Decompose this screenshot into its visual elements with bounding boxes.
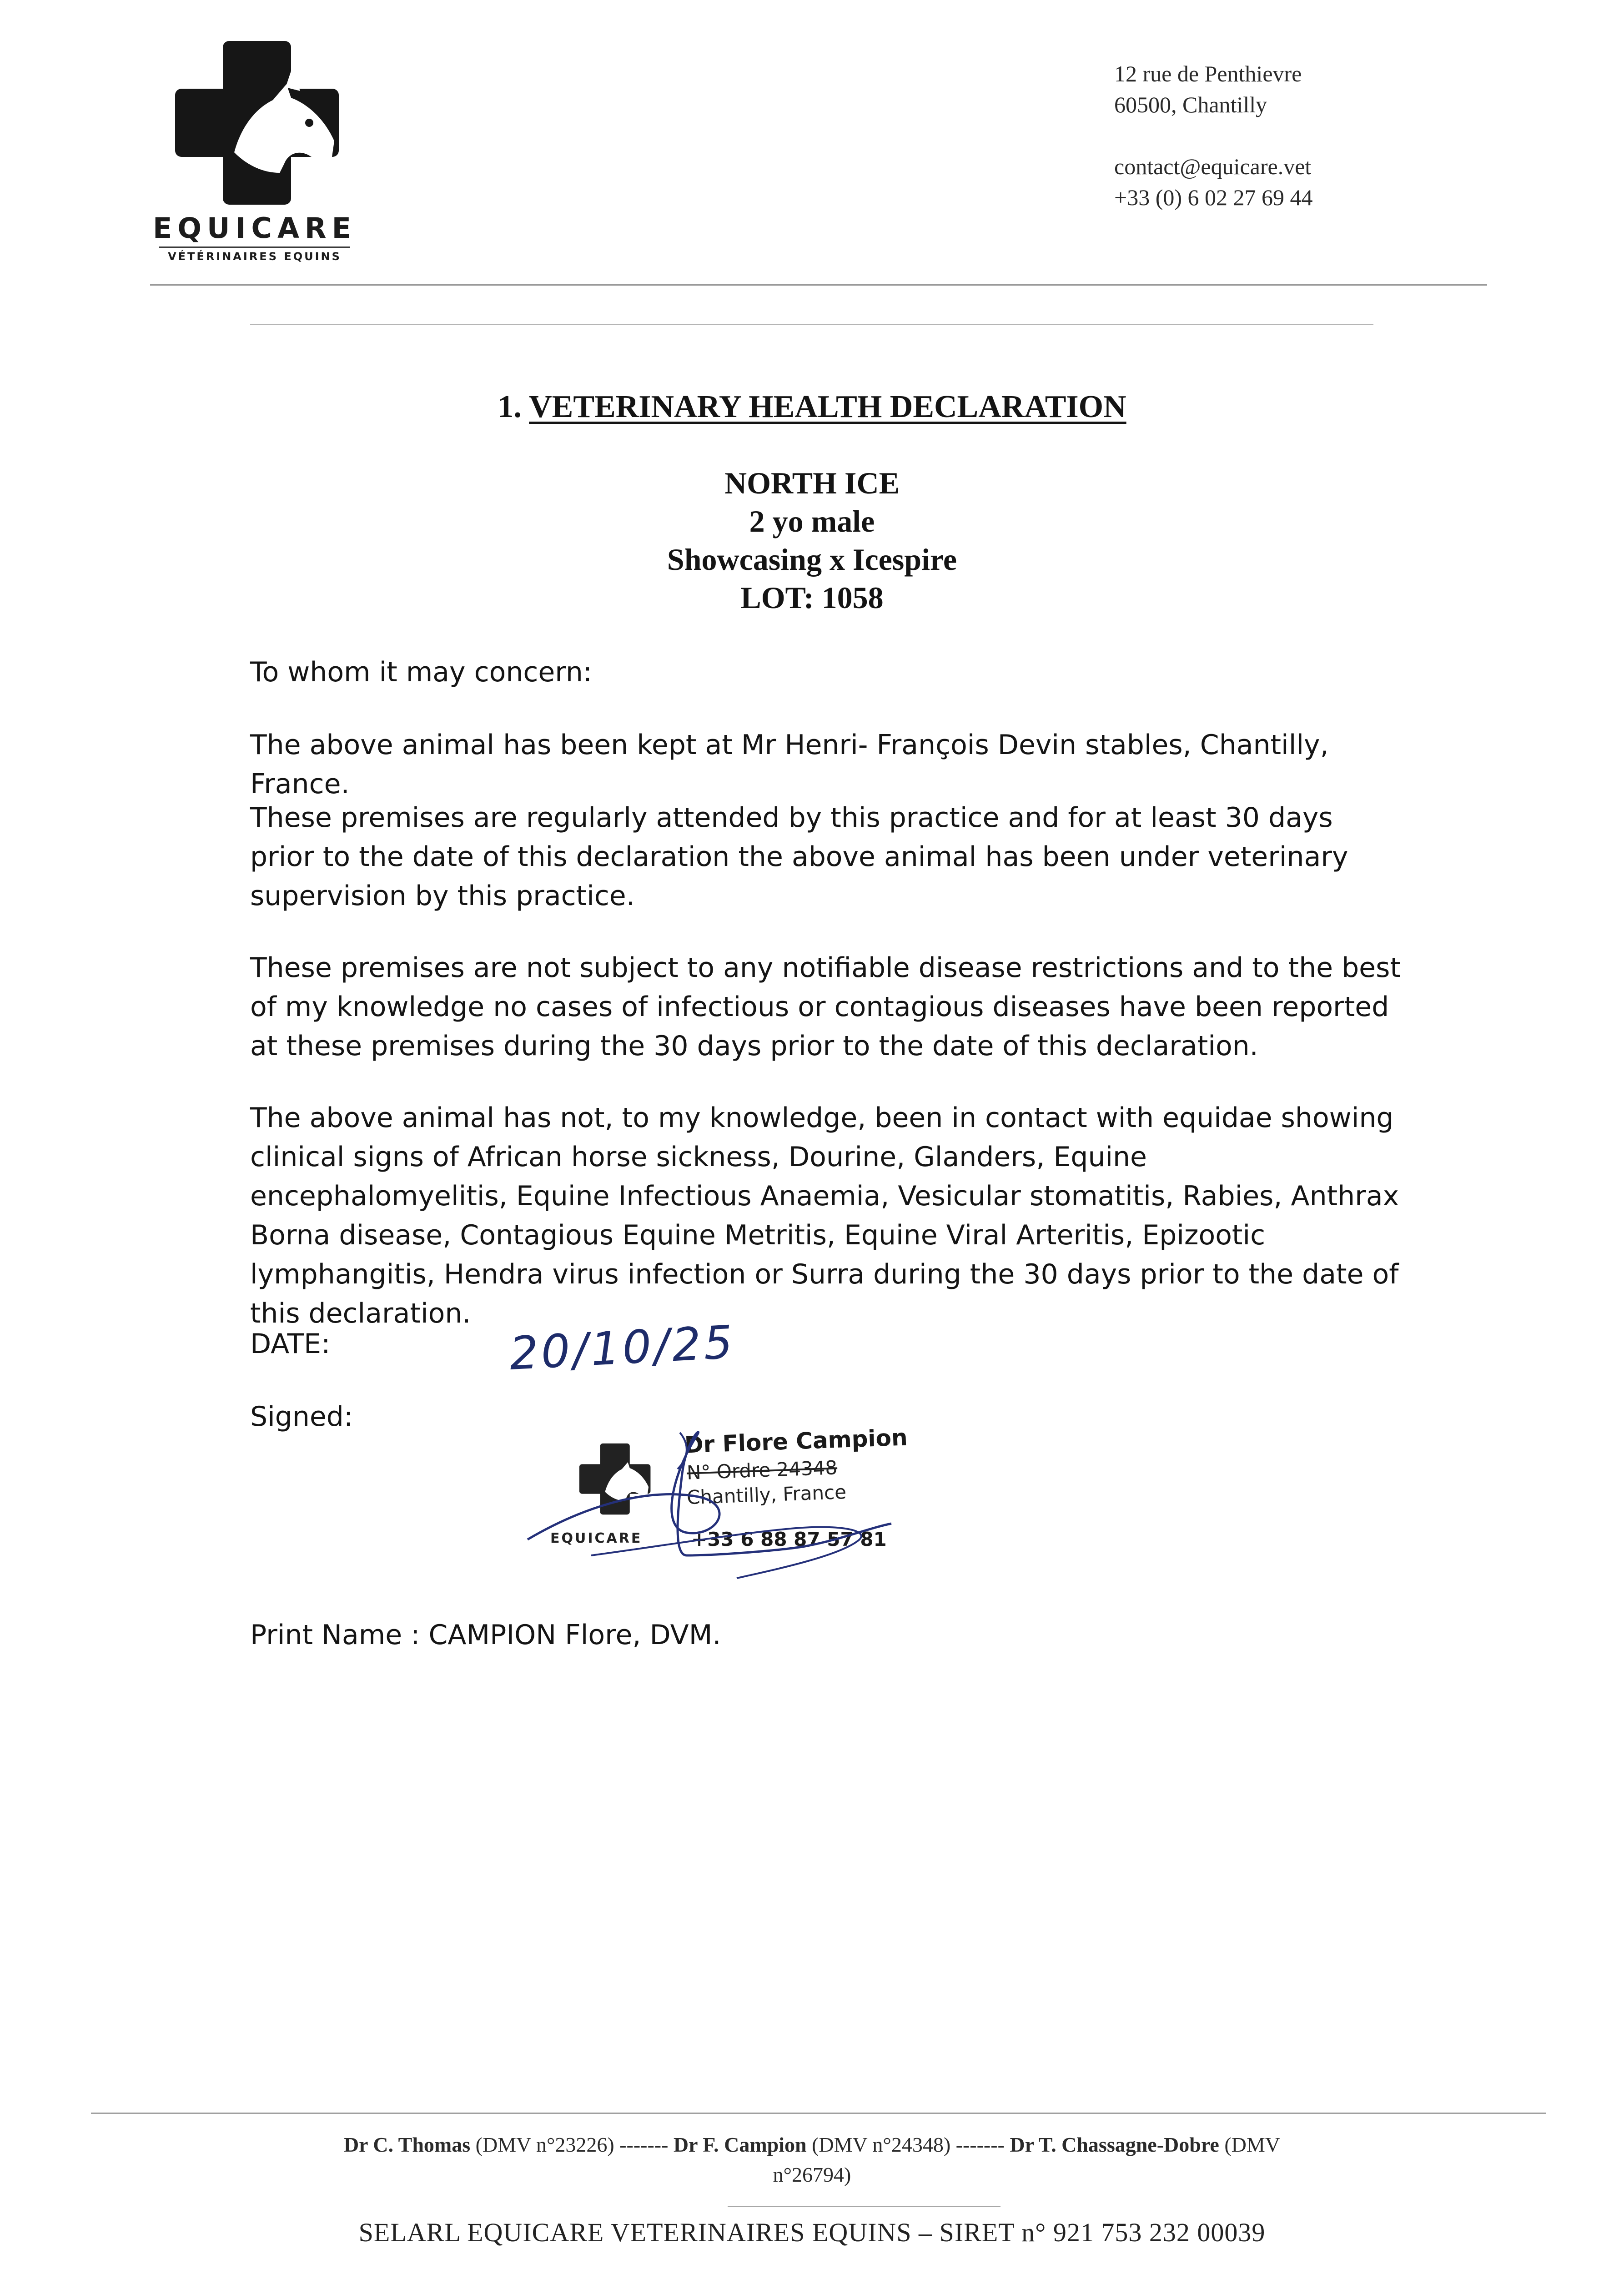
horse-name: NORTH ICE [724,466,900,500]
contact-phone: +33 (0) 6 02 27 69 44 [1114,185,1313,210]
brand-name: EQUICARE [152,211,357,245]
footer-vets-line-1 [0,2130,1624,2160]
vet-campion-id: (DMV n°24348) [812,2133,951,2156]
handwritten-signature [523,1419,932,1601]
header-rule [150,284,1487,286]
vet-chassagne-name: Dr T. Chassagne-Dobre [1010,2133,1219,2156]
paragraph-diseases: The above animal has not, to my knowledge, been in contact with equidae showing clinical signs of African horse sickness, Dourine, Glanders, Equine encephalomyelitis, Equine Infectious Anaemia, Vesicular stomatitis, Rabies, Anthrax Borna disease, Contagious Equine Metritis, Equine Viral Arteritis, Epizootic lymphangitis, Hendra virus infection or Surra during the 30 days prior to the date of this declaration. [250,1102,1399,1329]
print-name [250,1619,721,1651]
header-rule-2 [250,324,1373,325]
stamp-brand: EQUICARE [550,1530,643,1546]
vet-thomas-name: Dr C. Thomas [343,2133,471,2156]
horse-age-sex: 2 yo male [749,504,875,538]
equicare-logo [150,36,359,273]
signed-label: Signed: [250,1401,353,1433]
paragraph-supervision: These premises are regularly attended by this practice and for at least 30 days prior to the date of this declaration the above animal has been under veterinary supervision by this practice. [250,802,1348,912]
lot-number: LOT: 1058 [740,580,884,615]
print-name-label: Print Name : [250,1619,420,1651]
brand-divider [159,247,350,248]
address-line-2: 60500, Chantilly [1114,92,1267,117]
brand-tagline: VÉTÉRINAIRES EQUINS [168,250,342,263]
vet-thomas-id: (DMV n°23226) [475,2133,614,2156]
cross-horse-logo-icon [150,36,359,236]
company-siret: SELARL EQUICARE VETERINAIRES EQUINS – SIRET n° 921 753 232 00039 [358,2218,1266,2247]
stamp-phone: +33 6 88 87 57 81 [691,1528,887,1550]
vet-chassagne-id-part1: (DMV [1224,2133,1281,2156]
declaration-number: 1. [498,389,522,424]
footer-vets [0,2130,1624,2190]
vet-chassagne-id-part2: n°26794) [773,2163,851,2186]
footer-rule-small [728,2206,1001,2207]
date-label: DATE: [250,1328,331,1360]
salutation: To whom it may concern: [250,656,593,688]
signature-stamp [523,1419,932,1601]
contact-email: contact@equicare.vet [1114,154,1312,179]
stamp-name: Dr Flore Campion [684,1424,908,1459]
declaration-title [0,389,1624,425]
footer-separator: ------- [619,2133,669,2156]
date-handwritten: 20/10/25 [508,1315,737,1380]
declaration-title-text: VETERINARY HEALTH DECLARATION [529,389,1126,424]
horse-pedigree: Showcasing x Icespire [667,542,957,577]
stamp-ordre: N° Ordre 24348 [686,1456,838,1484]
stamp-city: Chantilly, France [686,1480,847,1509]
footer-rule [91,2113,1546,2114]
address-line-1: 12 rue de Penthievre [1114,61,1302,86]
vet-campion-name: Dr F. Campion [673,2133,807,2156]
paragraph-premises: These premises are not subject to any notifiable disease restrictions and to the best of my knowledge no cases of infectious or contagious diseases have been reported at these premises during the 30 days prior to the date of this declaration. [250,952,1401,1062]
paragraph-stables: The above animal has been kept at Mr Henri- François Devin stables, Chantilly, France. [250,729,1329,800]
print-name-value: CAMPION Flore, DVM. [428,1619,721,1651]
footer-separator: ------- [955,2133,1005,2156]
